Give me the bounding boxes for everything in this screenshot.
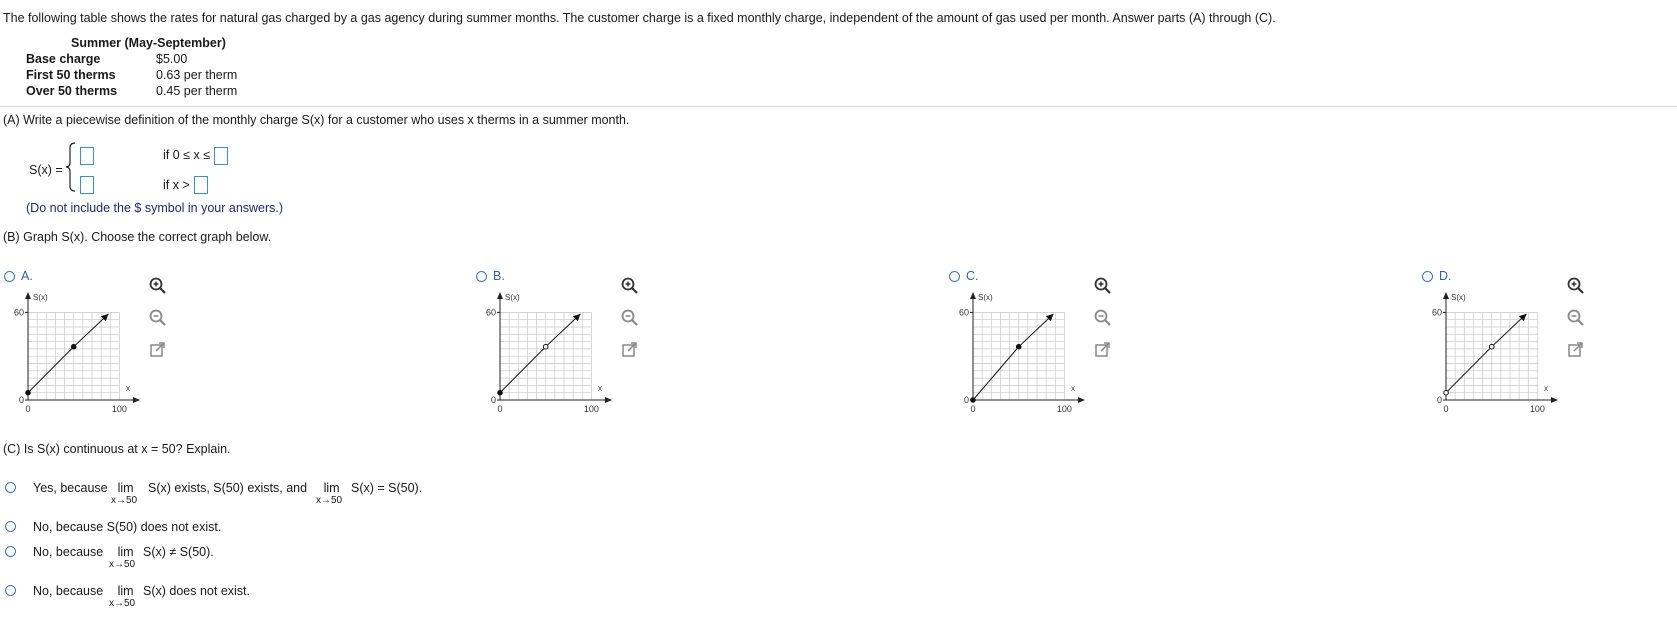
zoom-in-icon[interactable] bbox=[620, 276, 640, 296]
continuity-option-1-text-a: Yes, because bbox=[33, 481, 108, 495]
piece2-condition: if x > bbox=[163, 178, 190, 192]
zoom-in-icon[interactable] bbox=[1093, 276, 1113, 296]
y-tick-label: 60 bbox=[485, 307, 496, 318]
piece1-expression-input[interactable] bbox=[80, 147, 94, 165]
graph-svg bbox=[945, 280, 1095, 420]
x-axis-arrow bbox=[605, 397, 612, 403]
rate-label: First 50 therms bbox=[26, 68, 116, 82]
piece1-condition: if 0 ≤ x ≤ bbox=[163, 148, 211, 162]
continuity-option-1-text-c: S(x) = S(50). bbox=[351, 481, 423, 495]
y-axis-label: S(x) bbox=[505, 293, 520, 302]
rate-value: 0.63 per therm bbox=[156, 68, 238, 82]
x-tick-label: 100 bbox=[1529, 404, 1545, 414]
piece2-bound-input[interactable] bbox=[194, 176, 208, 194]
limit-notation bbox=[316, 481, 343, 506]
series-segment bbox=[28, 347, 74, 393]
continuity-option-1-text-b: S(x) exists, S(50) exists, and bbox=[148, 481, 308, 495]
open-external-icon[interactable] bbox=[1566, 340, 1586, 360]
y-tick-label: 0 bbox=[18, 395, 24, 405]
y-tick-label: 60 bbox=[1431, 307, 1442, 318]
open-external-icon[interactable] bbox=[148, 340, 168, 360]
limit-word: lim bbox=[323, 481, 340, 495]
x-tick-label: 0 bbox=[25, 404, 31, 414]
series-break-point bbox=[1016, 344, 1021, 349]
x-axis-label: x bbox=[126, 384, 130, 393]
series-break-point bbox=[543, 344, 548, 349]
problem-intro: The following table shows the rates for natural gas charged by a gas agency during summer months. The customer charge is a fixed monthly charge, independent of the amount of gas used per month. Answer parts (A) through (C). bbox=[3, 11, 1276, 25]
y-axis-arrow bbox=[1443, 292, 1449, 299]
y-tick-label: 0 bbox=[963, 395, 969, 405]
part-b-question: (B) Graph S(x). Choose the correct graph below. bbox=[3, 230, 272, 244]
zoom-in-icon[interactable] bbox=[1566, 276, 1586, 296]
continuity-option-3-text-b: S(x) ≠ S(50). bbox=[143, 545, 214, 559]
divider bbox=[0, 106, 1677, 107]
zoom-out-icon[interactable] bbox=[148, 308, 168, 328]
graph-svg bbox=[0, 280, 150, 420]
series-segment bbox=[500, 347, 546, 393]
zoom-out-icon[interactable] bbox=[1566, 308, 1586, 328]
x-tick-label: 100 bbox=[1056, 404, 1072, 414]
continuity-option-4-text-a: No, because bbox=[33, 584, 104, 598]
y-axis-label: S(x) bbox=[1451, 293, 1466, 302]
piece1-bound-input[interactable] bbox=[214, 147, 228, 165]
limit-word: lim bbox=[117, 545, 134, 559]
series-start-point bbox=[26, 390, 31, 395]
open-external-icon[interactable] bbox=[1093, 340, 1113, 360]
graph-option-label: D. bbox=[1439, 269, 1452, 283]
y-axis-label: S(x) bbox=[33, 293, 48, 302]
limit-word: lim bbox=[117, 584, 134, 598]
x-axis-arrow bbox=[133, 397, 140, 403]
x-axis-label: x bbox=[1544, 384, 1548, 393]
limit-subscript: x→50 bbox=[111, 495, 138, 506]
x-tick-label: 100 bbox=[583, 404, 599, 414]
zoom-out-icon[interactable] bbox=[1093, 308, 1113, 328]
x-tick-label: 0 bbox=[970, 404, 976, 414]
open-external-icon[interactable] bbox=[620, 340, 640, 360]
part-a-question: (A) Write a piecewise definition of the monthly charge S(x) for a customer who uses x therms in a summer month. bbox=[3, 113, 630, 127]
y-axis-arrow bbox=[970, 292, 976, 299]
piecewise-lhs: S(x) = bbox=[29, 163, 63, 177]
rates-table-title: Summer (May-September) bbox=[71, 36, 226, 50]
x-tick-label: 100 bbox=[111, 404, 127, 414]
continuity-option-3-text-a: No, because bbox=[33, 545, 104, 559]
y-axis-arrow bbox=[25, 292, 31, 299]
x-tick-label: 0 bbox=[497, 404, 503, 414]
limit-notation bbox=[109, 584, 136, 609]
series-segment bbox=[1446, 347, 1492, 393]
limit-word: lim bbox=[117, 481, 134, 495]
graph-svg bbox=[472, 280, 622, 420]
continuity-option-3-radio[interactable] bbox=[5, 546, 16, 557]
y-tick-label: 0 bbox=[1436, 395, 1442, 405]
x-axis-arrow bbox=[1551, 397, 1558, 403]
continuity-option-4-radio[interactable] bbox=[5, 585, 16, 596]
series-segment bbox=[973, 347, 1019, 400]
piecewise-brace bbox=[65, 142, 77, 192]
series-start-point bbox=[971, 398, 976, 403]
continuity-option-1-radio[interactable] bbox=[5, 482, 16, 493]
graph-option-label: C. bbox=[966, 269, 979, 283]
y-tick-label: 0 bbox=[490, 395, 496, 405]
y-axis-label: S(x) bbox=[978, 293, 993, 302]
rate-label: Over 50 therms bbox=[26, 84, 118, 98]
y-tick-label: 60 bbox=[13, 307, 24, 318]
limit-notation bbox=[111, 481, 138, 506]
rates-table bbox=[26, 35, 237, 99]
rate-label: Base charge bbox=[26, 52, 101, 66]
limit-subscript: x→50 bbox=[109, 559, 136, 570]
series-break-point bbox=[1489, 344, 1494, 349]
graph-svg bbox=[1418, 280, 1568, 420]
continuity-option-2-text: No, because S(50) does not exist. bbox=[33, 520, 222, 534]
rate-value: 0.45 per therm bbox=[156, 84, 238, 98]
x-axis-arrow bbox=[1078, 397, 1085, 403]
series-break-point bbox=[71, 344, 76, 349]
continuity-option-4-text-b: S(x) does not exist. bbox=[143, 584, 250, 598]
limit-notation bbox=[109, 545, 136, 570]
continuity-option-2-radio[interactable] bbox=[5, 521, 16, 532]
answer-note: (Do not include the $ symbol in your answers.) bbox=[26, 201, 284, 215]
graph-option-label: A. bbox=[21, 269, 33, 283]
x-tick-label: 0 bbox=[1443, 404, 1449, 414]
x-axis-label: x bbox=[598, 384, 602, 393]
rate-value: $5.00 bbox=[156, 52, 188, 66]
series-start-point bbox=[498, 390, 503, 395]
x-axis-label: x bbox=[1071, 384, 1075, 393]
y-tick-label: 60 bbox=[958, 307, 969, 318]
graph-option-label: B. bbox=[493, 269, 505, 283]
series-start-point bbox=[1444, 390, 1449, 395]
limit-subscript: x→50 bbox=[109, 598, 136, 609]
zoom-in-icon[interactable] bbox=[148, 276, 168, 296]
part-c-question: (C) Is S(x) continuous at x = 50? Explain. bbox=[3, 442, 231, 456]
zoom-out-icon[interactable] bbox=[620, 308, 640, 328]
limit-subscript: x→50 bbox=[316, 495, 343, 506]
piece2-expression-input[interactable] bbox=[80, 176, 94, 194]
y-axis-arrow bbox=[497, 292, 503, 299]
